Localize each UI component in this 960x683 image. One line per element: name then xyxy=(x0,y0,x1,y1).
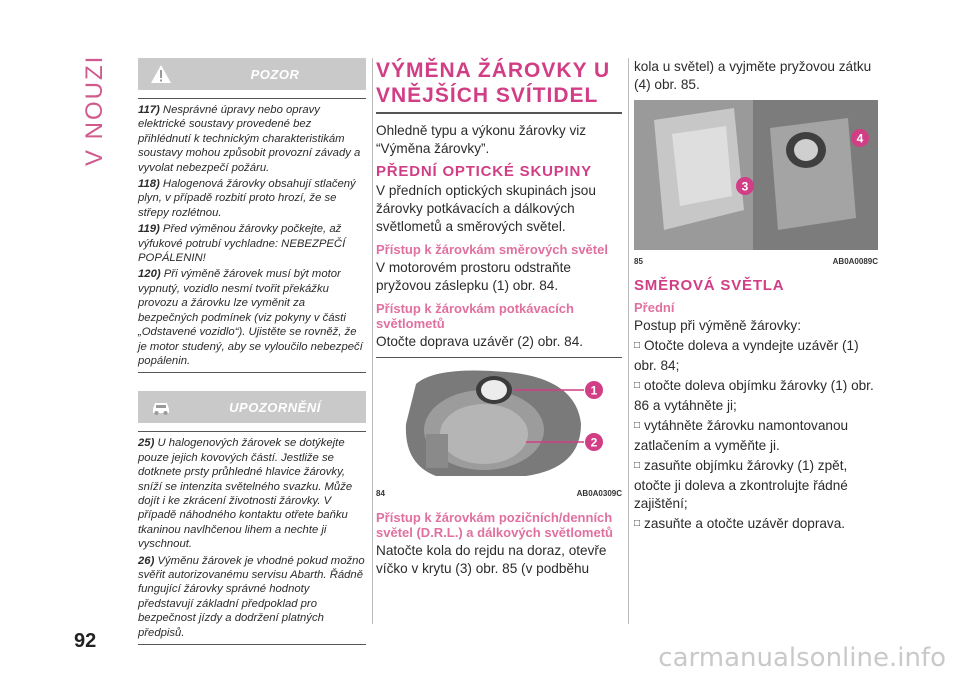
access-low-text: Otočte doprava uzávěr (2) obr. 84. xyxy=(376,334,584,349)
access-turn-heading: Přístup k žárovkám směrových světel xyxy=(376,242,608,257)
front-group-heading: PŘEDNÍ OPTICKÉ SKUPINY xyxy=(376,163,592,180)
wheel-arch-photo xyxy=(634,100,878,250)
figure-84 xyxy=(376,357,622,498)
warning-title: POZOR xyxy=(250,66,300,82)
figure-85 xyxy=(634,100,878,266)
procedure-intro: Postup při výměně žárovky: xyxy=(634,318,801,333)
access-pos-text: Natočte kola do rejdu na doraz, otevře víčko v krytu (3) obr. 85 (v podběhu xyxy=(376,543,607,576)
procedure-step: □ otočte doleva objímku žárovky (1) obr. 86 a vytáhněte ji; xyxy=(634,377,878,415)
warning-header xyxy=(138,58,366,90)
access-low-heading: Přístup k žárovkám potkávacích světlometů xyxy=(376,301,574,331)
front-group-text: V předních optických skupinách jsou žárovky potkávacích a dálkových světlometů a směrových světel. xyxy=(376,183,596,234)
warning-item: 119) Před výměnou žárovky počkejte, až výfukové potrubí vychladne: NEBEZPEČÍ POPÁLENIN! xyxy=(138,223,346,265)
figure-code: AB0A0089C xyxy=(832,257,878,266)
procedure-step: □ vytáhněte žárovku namontovanou zatlačením a vyměňte ji. xyxy=(634,417,878,455)
front-subheading: Přední xyxy=(634,300,675,315)
figure-84-caption xyxy=(376,489,622,498)
warning-item: 117) Nesprávné úpravy nebo opravy elektrické soustavy provedené bez přihlédnutí k technickým charakteristikám soustavy mohou způsobit provozní závady a vyvolat nebezpečí požáru. xyxy=(138,104,361,174)
procedure-step: □ zasuňte a otočte uzávěr doprava. xyxy=(634,515,878,535)
column-divider xyxy=(628,58,629,624)
caution-header xyxy=(138,391,366,423)
caution-item: 26) Výměnu žárovek je vhodné pokud možno svěřit autorizovanému servisu Abarth. Řádně fungující žárovky správné hodnoty představují základní předpoklad pro bezpečnost jízdy a dodržení platných předpisů. xyxy=(138,554,365,639)
main-column xyxy=(376,58,622,580)
column-divider xyxy=(372,58,373,624)
callout-3: 3 xyxy=(741,179,749,194)
warnings-column xyxy=(138,58,366,645)
callout-2: 2 xyxy=(590,435,598,450)
section-side-tab: V NOUZI xyxy=(81,54,108,166)
caution-title: UPOZORNĚNÍ xyxy=(229,399,321,415)
warning-item: 120) Při výměně žárovek musí být motor vypnutý, vozidlo nesmí tvořit překážku provozu a žárovku lze vyměnit za bezpečných podmínek (viz pokyny v části „Odstavené vozidlo“). Ujistěte se rovněž, že je motor studený, aby se vyloučilo nebezpečí popálenin. xyxy=(138,268,363,367)
page-number: 92 xyxy=(74,630,97,652)
warning-triangle-icon xyxy=(138,64,184,84)
divider xyxy=(138,98,366,99)
continued-text: kola u světel) a vyjměte pryžovou zátku (4) obr. 85. xyxy=(634,59,872,92)
divider xyxy=(138,644,366,645)
intro-text: Ohledně typu a výkonu žárovky viz “Výměna žárovky”. xyxy=(376,123,587,156)
procedure-step: □ zasuňte objímku žárovky (1) zpět, otočte ji doleva a zkontrolujte řádné zajištění; xyxy=(634,457,878,513)
figure-number: 85 xyxy=(634,257,643,266)
callout-1: 1 xyxy=(590,383,598,398)
procedure-step: □ Otočte doleva a vyndejte uzávěr (1) obr. 84; xyxy=(634,337,878,375)
watermark: carmanualsonline.info xyxy=(658,643,946,673)
figure-code: AB0A0309C xyxy=(576,489,622,498)
figure-number: 84 xyxy=(376,489,385,498)
car-caution-icon xyxy=(138,397,184,417)
callout-4: 4 xyxy=(856,131,864,146)
section-title: VÝMĚNA ŽÁROVKY U VNĚJŠÍCH SVÍTIDEL xyxy=(376,59,611,107)
access-turn-text: V motorovém prostoru odstraňte pryžovou záslepku (1) obr. 84. xyxy=(376,260,571,293)
warning-item: 118) Halogenová žárovky obsahují stlačený plyn, v případě rozbití proto hrozí, že se střepy rozlétnou. xyxy=(138,178,356,219)
divider xyxy=(376,112,622,114)
access-pos-heading: Přístup k žárovkám pozičních/denních světel (D.R.L.) a dálkových světlometů xyxy=(376,510,613,540)
headlamp-rear-illustration xyxy=(376,364,622,482)
right-column xyxy=(634,58,878,537)
caution-item: 25) U halogenových žárovek se dotýkejte pouze jejich kovových částí. Jestliže se dotknete prsty průhledné hlavice žárovky, sníží se intenzita světelného svazku. Může dojít i ke zkrácení životnosti žárovky. V případě náhodného kontaktu otřete baňku tkaninou navlhčenou lihem a nechte ji vyschnout. xyxy=(138,437,353,551)
divider xyxy=(138,431,366,432)
figure-85-caption xyxy=(634,257,878,266)
turn-lights-heading: SMĚROVÁ SVĚTLA xyxy=(634,277,785,294)
